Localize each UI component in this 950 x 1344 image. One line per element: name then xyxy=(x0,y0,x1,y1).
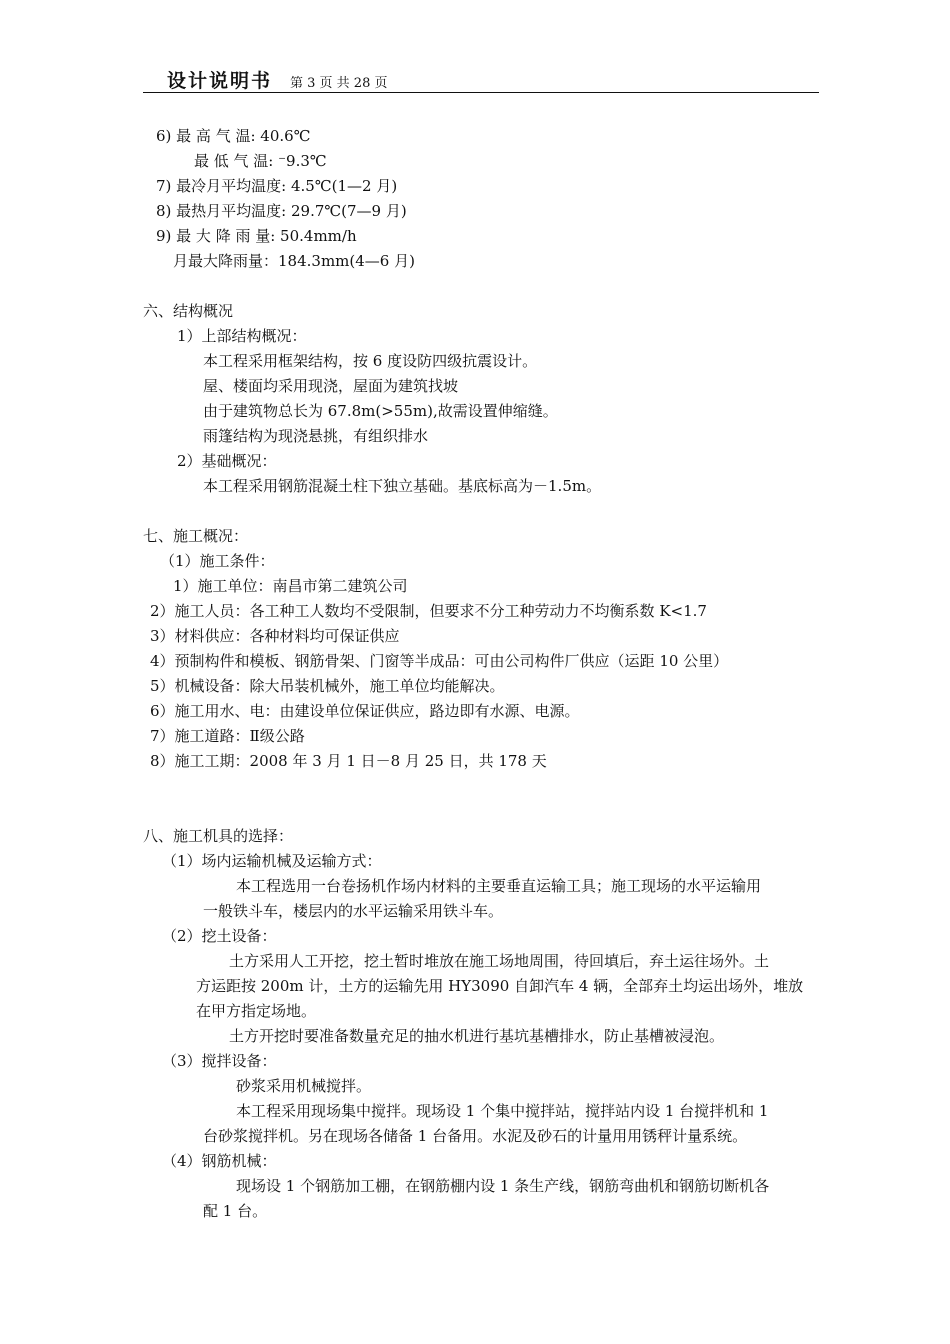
condition-item-4: 4）预制构件和模板、钢筋骨架、门窗等半成品：可由公司构件厂供应（运距 10 公里） xyxy=(150,652,729,670)
mixing-line-2a: 本工程采用现场集中搅拌。现场设 1 个集中搅拌站，搅拌站内设 1 台搅拌机和 1 xyxy=(236,1102,769,1120)
mixing-title: （3）搅拌设备： xyxy=(162,1052,277,1070)
condition-item-7: 7）施工道路：Ⅱ级公路 xyxy=(150,727,305,745)
foundation-line-1: 本工程采用钢筋混凝土柱下独立基础。基底标高为－1.5m。 xyxy=(203,477,602,495)
transport-title: （1）场内运输机械及运输方式： xyxy=(162,852,382,870)
section-6-heading: 六、结构概况 xyxy=(143,302,234,320)
page-header xyxy=(143,66,819,93)
upper-structure-line-2: 屋、楼面均采用现浇，屋面为建筑找坡 xyxy=(203,377,459,395)
climate-max-temp: 6) 最 高 气 温: 40.6℃ xyxy=(156,127,311,145)
page-number: 第 3 页 共 28 页 xyxy=(290,76,388,91)
transport-line-1a: 本工程选用一台卷扬机作场内材料的主要垂直运输工具；施工现场的水平运输用 xyxy=(236,877,762,895)
foundation-title: 2）基础概况： xyxy=(177,452,277,470)
climate-max-rainfall: 9) 最 大 降 雨 量: 50.4mm/h xyxy=(156,227,357,245)
upper-structure-line-3: 由于建筑物总长为 67.8m(>55m),故需设置伸缩缝。 xyxy=(203,402,558,420)
earthwork-line-1c: 在甲方指定场地。 xyxy=(196,1002,317,1020)
construction-conditions-title: （1）施工条件： xyxy=(160,552,275,570)
rebar-line-1a: 现场设 1 个钢筋加工棚，在钢筋棚内设 1 条生产线，钢筋弯曲机和钢筋切断机各 xyxy=(236,1177,770,1195)
condition-item-3: 3）材料供应：各种材料均可保证供应 xyxy=(150,627,400,645)
rebar-line-1b: 配 1 台。 xyxy=(203,1202,268,1220)
climate-coldest-month: 7) 最冷月平均温度: 4.5℃(1—2 月) xyxy=(156,177,398,195)
climate-hottest-month: 8) 最热月平均温度: 29.7℃(7—9 月) xyxy=(156,202,407,220)
condition-item-2: 2）施工人员：各工种工人数均不受限制，但要求不分工种劳动力不均衡系数 K<1.7 xyxy=(150,602,707,620)
earthwork-line-2: 土方开挖时要准备数量充足的抽水机进行基坑基槽排水，防止基槽被浸泡。 xyxy=(229,1027,725,1045)
upper-structure-title: 1）上部结构概况： xyxy=(177,327,307,345)
condition-item-5: 5）机械设备：除大吊装机械外，施工单位均能解决。 xyxy=(150,677,505,695)
condition-item-1: 1）施工单位：南昌市第二建筑公司 xyxy=(173,577,408,595)
mixing-line-1: 砂浆采用机械搅拌。 xyxy=(236,1077,372,1095)
earthwork-line-1a: 土方采用人工开挖，挖土暂时堆放在施工场地周围，待回填后，弃土运往场外。土 xyxy=(229,952,770,970)
section-7-heading: 七、施工概况： xyxy=(143,527,249,545)
earthwork-title: （2）挖土设备： xyxy=(162,927,277,945)
mixing-line-2b: 台砂浆搅拌机。另在现场各储备 1 台备用。水泥及砂石的计量用用锈秤计量系统。 xyxy=(203,1127,748,1145)
climate-monthly-rainfall: 月最大降雨量：184.3mm(4—6 月) xyxy=(173,252,415,270)
condition-item-8: 8）施工工期：2008 年 3 月 1 日－8 月 25 日，共 178 天 xyxy=(150,752,547,770)
section-8-heading: 八、施工机具的选择： xyxy=(143,827,294,845)
upper-structure-line-1: 本工程采用框架结构，按 6 度设防四级抗震设计。 xyxy=(203,352,538,370)
document-title: 设计说明书 xyxy=(167,70,273,92)
condition-item-6: 6）施工用水、电：由建设单位保证供应，路边即有水源、电源。 xyxy=(150,702,580,720)
transport-line-1b: 一般铁斗车，楼层内的水平运输采用铁斗车。 xyxy=(203,902,504,920)
climate-min-temp: 最 低 气 温: ⁻9.3℃ xyxy=(194,152,327,170)
upper-structure-line-4: 雨篷结构为现浇悬挑，有组织排水 xyxy=(203,427,429,445)
earthwork-line-1b: 方运距按 200m 计，土方的运输先用 HY3090 自卸汽车 4 辆，全部弃土均运出场外，堆放 xyxy=(196,977,804,995)
rebar-title: （4）钢筋机械： xyxy=(162,1152,277,1170)
